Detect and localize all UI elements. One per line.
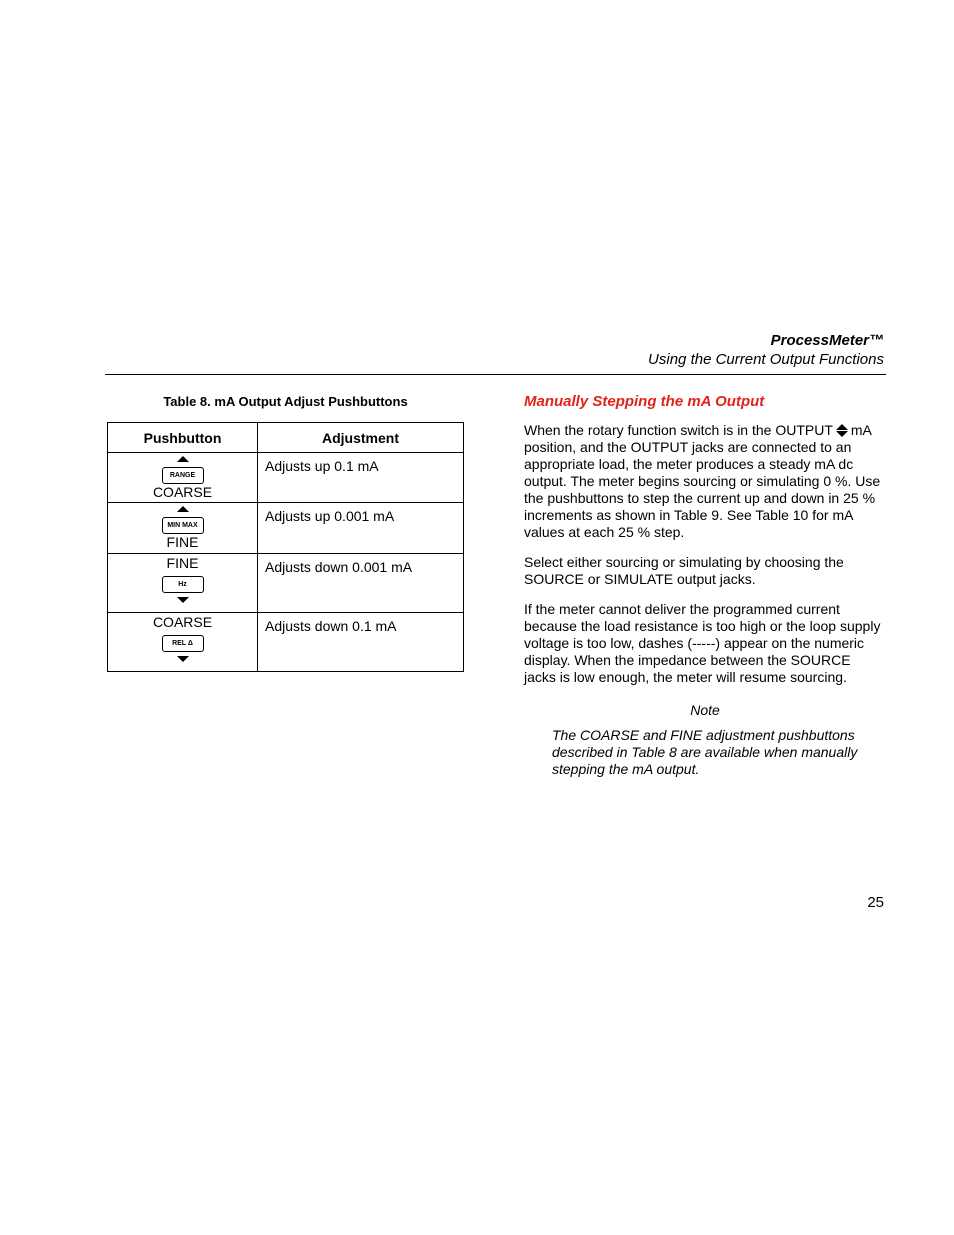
pushbutton-cell (108, 453, 258, 503)
table-caption: Table 8. mA Output Adjust Pushbuttons (163, 394, 408, 409)
running-header-title: ProcessMeter™ (770, 332, 884, 349)
body-paragraph-3: If the meter cannot deliver the programmed current because the load resistance is too high or the loop supply voltage is too low, dashes (-----) appear on the numeric display. When the impedance between the SOURCE jacks is low enough, the meter will resume sourcing. (524, 601, 881, 685)
column-header-pushbutton: Pushbutton (108, 423, 258, 453)
pushbutton-table (107, 422, 464, 672)
range-key: RANGE (162, 467, 204, 484)
body-paragraph-1 (524, 422, 886, 541)
header-rule (105, 374, 886, 375)
adjustment-cell: Adjusts up 0.001 mA (258, 503, 464, 554)
table-row (108, 503, 464, 554)
running-header-subtitle: Using the Current Output Functions (648, 351, 884, 368)
down-arrow-icon (177, 597, 189, 603)
adjustment-cell: Adjusts up 0.1 mA (258, 453, 464, 503)
adjustment-cell: Adjusts down 0.001 mA (258, 554, 464, 613)
table-header-row (108, 423, 464, 453)
table-row (108, 554, 464, 613)
pushbutton-cell (108, 613, 258, 672)
pushbutton-label: FINE (166, 555, 199, 571)
section-heading: Manually Stepping the mA Output (524, 393, 765, 410)
up-arrow-icon (177, 456, 189, 462)
note-body: The COARSE and FINE adjustment pushbuttons described in Table 8 are available when manually stepping the mA output. (552, 727, 858, 777)
paragraph-text: When the rotary function switch is in the OUTPUT (524, 422, 833, 438)
table-row (108, 613, 464, 672)
page-number: 25 (867, 894, 884, 911)
note-label: Note (690, 702, 720, 718)
pushbutton-label: FINE (166, 534, 199, 550)
up-arrow-icon (177, 506, 189, 512)
rel-delta-key: REL Δ (162, 635, 204, 652)
pushbutton-cell (108, 554, 258, 613)
min-max-key: MIN MAX (162, 517, 204, 534)
column-header-adjustment: Adjustment (258, 423, 464, 453)
hz-key: Hz (162, 576, 204, 593)
pushbutton-label: COARSE (152, 484, 213, 500)
adjustment-cell: Adjusts down 0.1 mA (258, 613, 464, 672)
up-down-arrow-icon (836, 424, 848, 437)
down-arrow-icon (177, 656, 189, 662)
body-paragraph-2: Select either sourcing or simulating by choosing the SOURCE or SIMULATE output jacks. (524, 554, 844, 587)
paragraph-text: mA position, and the OUTPUT jacks are connected to an appropriate load, the meter produces a steady mA dc output. The meter begins sourcing or simulating 0 %. Use the pushbuttons to step the current up and down in 25 % increments as shown in Table 9. See Table 10 for mA values at each 25 % step. (524, 422, 881, 540)
pushbutton-label: COARSE (152, 614, 213, 630)
table-row (108, 453, 464, 503)
pushbutton-cell (108, 503, 258, 554)
